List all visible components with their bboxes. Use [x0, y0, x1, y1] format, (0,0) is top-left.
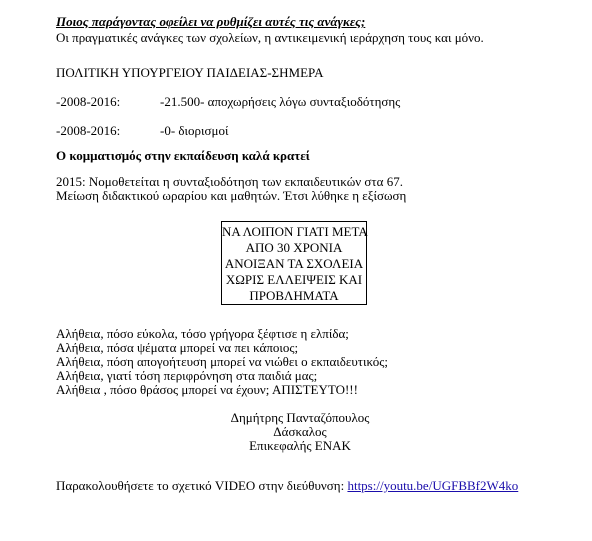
heading-needs: Ποιος παράγοντας οφείλει να ρυθμίζει αυτές τις ανάγκες;	[56, 14, 366, 29]
truth-line: Αλήθεια , πόσο θράσος μπορεί να έχουν; ΑΠΙΣΤΕΥΤΟ!!!	[56, 382, 358, 397]
needs-answer: Οι πραγματικές ανάγκες των σχολείων, η αντικειμενική ιεράρχηση τους και μόνο.	[56, 30, 484, 45]
stat-period: -2008-2016:	[56, 123, 121, 138]
signature-title: Επικεφαλής ΕΝΑΚ	[249, 438, 351, 453]
truth-line: Αλήθεια, γιατί τόση περιφρόνηση στα παιδιά μας;	[56, 368, 318, 383]
para-line: 2015: Νομοθετείται η συνταξιοδότηση των εκπαιδευτικών στα 67.	[56, 174, 403, 189]
video-text: Παρακολουθήσετε το σχετικό VIDEO στην διεύθυνση:	[56, 478, 348, 493]
stat-text: -21.500- αποχωρήσεις λόγω συνταξιοδότησης	[160, 94, 401, 109]
stat-period: -2008-2016:	[56, 94, 121, 109]
box-line: ΑΠΟ 30 ΧΡΟΝΙΑ	[245, 240, 343, 255]
para-line: Μείωση διδακτικού ωραρίου και μαθητών. Έτσι λύθηκε η εξίσωση	[56, 188, 407, 203]
truth-line: Αλήθεια, πόση απογοήτευση μπορεί να νιώθει ο εκπαιδευτικός;	[56, 354, 389, 369]
signature-name: Δημήτρης Πανταζόπουλος	[230, 410, 370, 425]
stat-text: -0- διορισμοί	[160, 123, 229, 138]
boxed-statement	[221, 221, 367, 305]
heading-partisanship: Ο κομματισμός στην εκπαίδευση καλά κρατεί	[56, 148, 310, 163]
video-link[interactable]: https://youtu.be/UGFBBf2W4ko	[347, 478, 519, 493]
box-line: ΝΑ ΛΟΙΠΟΝ ΓΙΑΤΙ ΜΕΤΑ	[222, 224, 368, 239]
stat-row	[56, 123, 556, 138]
box-line: ΠΡΟΒΛΗΜΑΤΑ	[249, 288, 339, 303]
box-line: ΧΩΡΙΣ ΕΛΛΕΙΨΕΙΣ ΚΑΙ	[225, 272, 363, 287]
signature-role: Δάσκαλος	[273, 424, 327, 439]
truth-line: Αλήθεια, πόσα ψέματα μπορεί να πει κάποιος;	[56, 340, 299, 355]
video-line	[56, 478, 518, 493]
box-line: ΑΝΟΙΞΑΝ ΤΑ ΣΧΟΛΕΙΑ	[224, 256, 364, 271]
policy-title: ΠΟΛΙΤΙΚΗ ΥΠΟΥΡΓΕΙΟΥ ΠΑΙΔΕΙΑΣ-ΣΗΜΕΡΑ	[56, 65, 324, 80]
truth-line: Αλήθεια, πόσο εύκολα, τόσο γρήγορα ξέφτισε η ελπίδα;	[56, 326, 349, 341]
stat-row	[56, 94, 556, 109]
